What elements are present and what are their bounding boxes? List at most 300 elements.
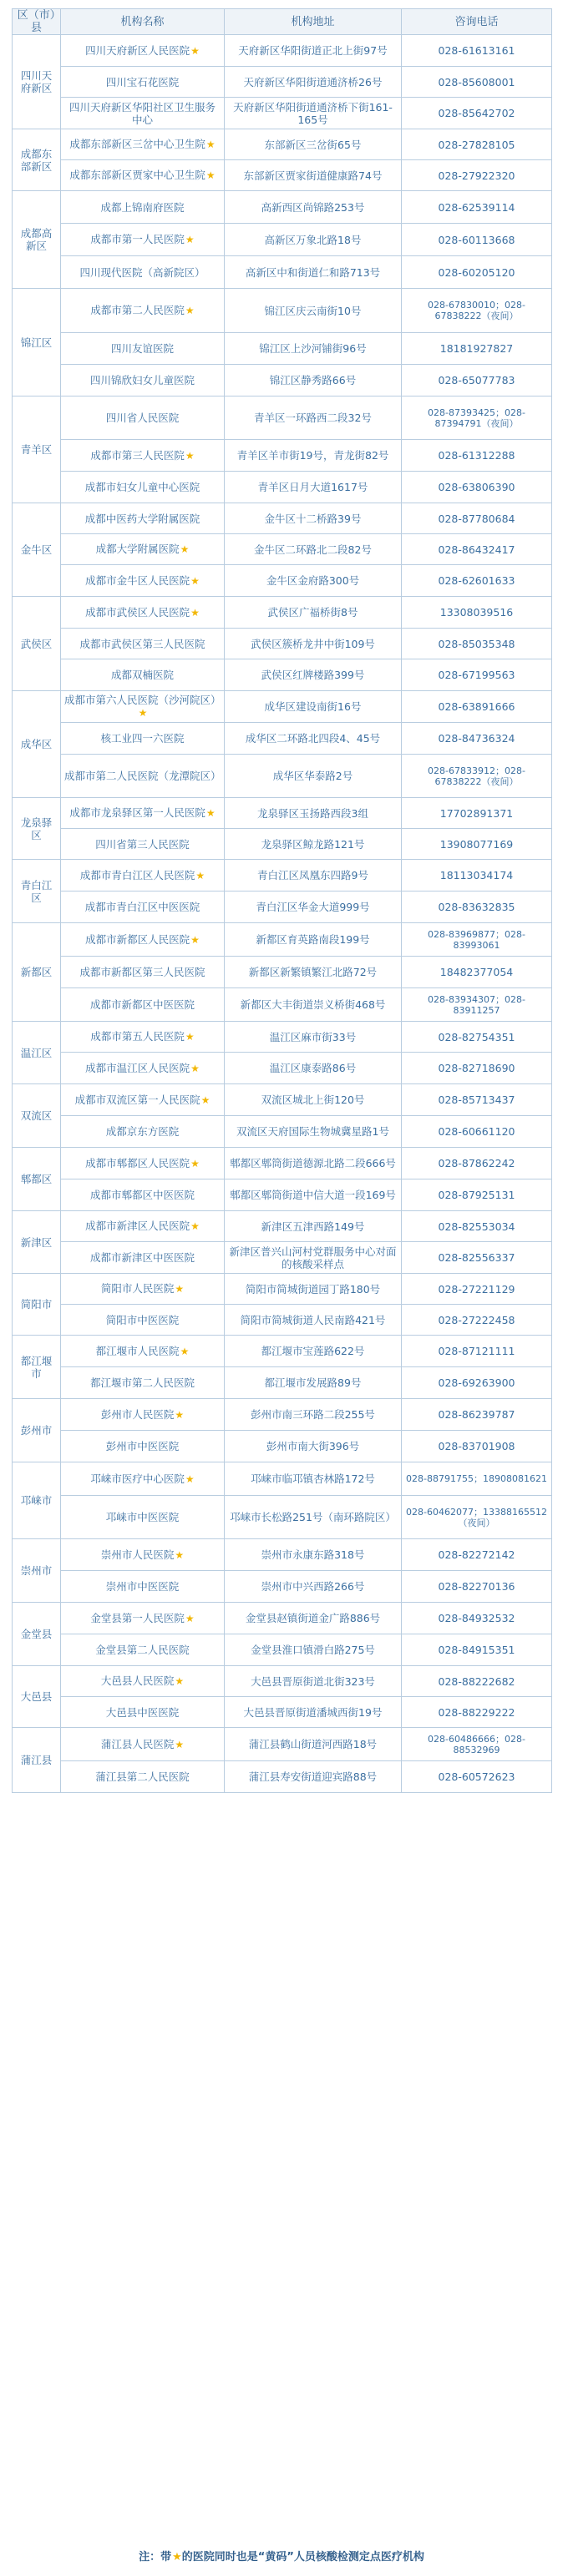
table-row [13, 333, 552, 365]
star-icon: ★ [190, 933, 200, 946]
table-row [13, 1053, 552, 1084]
phone-cell: 13908077169 [402, 829, 552, 860]
table-row [13, 798, 552, 829]
hospital-name-cell [61, 129, 225, 160]
phone-cell: 028-65077783 [402, 365, 552, 397]
hospital-name: 成都市郫都区人民医院 [85, 1156, 190, 1169]
hospital-name-cell [61, 1697, 225, 1728]
hospital-name: 成都市第二人民医院 [90, 304, 185, 316]
hospital-name-cell [61, 1761, 225, 1793]
table-row [13, 957, 552, 988]
hospital-name-cell [61, 1728, 225, 1761]
district-cell: 四川天府新区 [13, 35, 61, 129]
hospital-name: 邛崃市医疗中心医院 [90, 1472, 185, 1485]
table-row [13, 256, 552, 289]
address-cell: 崇州市永康东路318号 [225, 1539, 402, 1571]
footnote-suffix: 的医院同时也是“黄码”人员核酸检测定点医疗机构 [181, 2551, 424, 2563]
table-row [13, 1399, 552, 1431]
phone-cell: 028-85713437 [402, 1084, 552, 1116]
table-row [13, 723, 552, 755]
table-body [13, 35, 552, 1793]
address-cell: 锦江区庆云南街10号 [225, 289, 402, 333]
phone-cell: 028-27922320 [402, 160, 552, 191]
district-cell: 武侯区 [13, 597, 61, 691]
hospital-name: 成都市武侯区第三人民医院 [79, 637, 205, 650]
phone-cell: 028-83934307；028-83911257 [402, 988, 552, 1022]
phone-cell: 028-67199563 [402, 659, 552, 691]
star-icon: ★ [175, 1738, 185, 1750]
district-cell: 郫都区 [13, 1148, 61, 1211]
address-cell: 新都区育英路南段199号 [225, 923, 402, 957]
hospital-name-cell [61, 1179, 225, 1211]
table-row [13, 860, 552, 891]
phone-cell: 028-87393425；028-87394791（夜间） [402, 397, 552, 440]
phone-cell: 028-83632835 [402, 891, 552, 923]
star-icon: ★ [185, 305, 195, 316]
district-cell: 龙泉驿区 [13, 798, 61, 860]
star-icon: ★ [175, 1408, 185, 1421]
star-icon: ★ [190, 1220, 200, 1232]
phone-cell: 028-69263900 [402, 1367, 552, 1399]
hospital-name: 彭州市中医医院 [105, 1440, 180, 1452]
table-row [13, 35, 552, 67]
hospital-name-cell [61, 1431, 225, 1462]
address-cell: 金牛区金府路300号 [225, 565, 402, 597]
phone-cell: 028-85642702 [402, 98, 552, 129]
hospital-name-cell [61, 472, 225, 503]
phone-cell: 028-86432417 [402, 534, 552, 565]
phone-cell: 18482377054 [402, 957, 552, 988]
table-row [13, 629, 552, 659]
header-name: 机构名称 [61, 9, 225, 35]
hospital-name-cell [61, 503, 225, 534]
table-header-row [13, 9, 552, 35]
star-icon: ★ [175, 1548, 185, 1561]
district-cell: 新都区 [13, 923, 61, 1022]
hospital-name: 成都中医药大学附属医院 [84, 512, 200, 525]
address-cell: 青白江区凤凰东四路9号 [225, 860, 402, 891]
table-row [13, 923, 552, 957]
district-cell: 青白江区 [13, 860, 61, 923]
phone-cell: 028-27221129 [402, 1274, 552, 1305]
table-row [13, 289, 552, 333]
hospital-table [12, 8, 552, 1793]
star-icon: ★ [190, 44, 200, 57]
phone-cell: 028-27828105 [402, 129, 552, 160]
district-cell: 青羊区 [13, 397, 61, 503]
phone-cell: 028-60486666；028-88532969 [402, 1728, 552, 1761]
hospital-name-cell [61, 160, 225, 191]
address-cell: 金牛区十二桥路39号 [225, 503, 402, 534]
table-row [13, 1148, 552, 1179]
district-cell: 温江区 [13, 1022, 61, 1084]
hospital-name-cell [61, 1539, 225, 1571]
phone-cell: 028-87925131 [402, 1179, 552, 1211]
district-cell: 成都东部新区 [13, 129, 61, 191]
hospital-name: 成都东部新区贾家中心卫生院 [69, 169, 205, 181]
phone-cell: 028-88222682 [402, 1666, 552, 1697]
address-cell: 双流区天府国际生物城冀星路1号 [225, 1116, 402, 1148]
hospital-name: 都江堰市第二人民医院 [89, 1376, 195, 1389]
table-row [13, 534, 552, 565]
hospital-name-cell [61, 723, 225, 755]
table-row [13, 365, 552, 397]
hospital-name-cell [61, 1603, 225, 1634]
address-cell: 大邑县晋原街道潘城西街19号 [225, 1697, 402, 1728]
address-cell: 彭州市南大街396号 [225, 1431, 402, 1462]
hospital-name-cell [61, 224, 225, 256]
address-cell: 锦江区静秀路66号 [225, 365, 402, 397]
hospital-name: 成都市新津区中医医院 [89, 1251, 195, 1264]
hospital-name: 成都市妇女儿童中心医院 [84, 481, 200, 493]
address-cell: 蒲江县鹤山街道河西路18号 [225, 1728, 402, 1761]
hospital-name: 成都市第二人民医院（龙潭院区） [64, 770, 221, 782]
hospital-name: 成都市新津区人民医院 [85, 1220, 190, 1232]
table-row [13, 1571, 552, 1603]
address-cell: 彭州市南三环路二段255号 [225, 1399, 402, 1431]
table-row [13, 1666, 552, 1697]
table-row [13, 1761, 552, 1793]
address-cell: 东部新区三岔街65号 [225, 129, 402, 160]
table-row [13, 988, 552, 1022]
table-row [13, 1603, 552, 1634]
table-row [13, 472, 552, 503]
table-row [13, 1634, 552, 1666]
phone-cell: 028-84736324 [402, 723, 552, 755]
star-icon: ★ [190, 606, 200, 619]
address-cell: 青羊区日月大道1617号 [225, 472, 402, 503]
address-cell: 武侯区簇桥龙井中街109号 [225, 629, 402, 659]
hospital-name: 彭州市人民医院 [100, 1407, 175, 1421]
hospital-name: 成都市温江区人民医院 [85, 1061, 190, 1074]
address-cell: 成华区建设南街16号 [225, 691, 402, 723]
star-icon: ★ [175, 1675, 185, 1687]
hospital-name: 成都市郫都区中医医院 [89, 1189, 195, 1201]
table-row [13, 1022, 552, 1053]
phone-cell: 13308039516 [402, 597, 552, 629]
district-cell: 邛崃市 [13, 1462, 61, 1539]
address-cell: 金堂县赵镇街道金广路886号 [225, 1603, 402, 1634]
phone-cell: 028-82754351 [402, 1022, 552, 1053]
hospital-name-cell [61, 1116, 225, 1148]
phone-cell: 028-61613161 [402, 35, 552, 67]
hospital-name: 大邑县人民医院 [100, 1674, 175, 1687]
hospital-name-cell [61, 440, 225, 472]
phone-cell: 028-82553034 [402, 1211, 552, 1242]
phone-cell: 028-85035348 [402, 629, 552, 659]
hospital-name: 成都双楠医院 [110, 669, 174, 681]
phone-cell: 028-86239787 [402, 1399, 552, 1431]
phone-cell: 028-67833912；028-67838222（夜间） [402, 755, 552, 798]
address-cell: 高新区中和街道仁和路713号 [225, 256, 402, 289]
table-row [13, 1462, 552, 1496]
hospital-name: 四川宝石花医院 [105, 75, 180, 88]
district-cell: 金堂县 [13, 1603, 61, 1666]
hospital-name: 成都市新都区第三人民医院 [79, 966, 205, 978]
hospital-name: 四川省第三人民医院 [95, 837, 190, 851]
hospital-name: 崇州市人民医院 [100, 1548, 175, 1561]
address-cell: 青羊区一环路西二段32号 [225, 397, 402, 440]
hospital-name-cell [61, 1053, 225, 1084]
table-row [13, 1305, 552, 1336]
hospital-name: 大邑县中医医院 [105, 1705, 180, 1719]
district-cell: 双流区 [13, 1084, 61, 1148]
phone-cell: 028-61312288 [402, 440, 552, 472]
district-cell: 成华区 [13, 691, 61, 798]
table-row [13, 440, 552, 472]
star-icon: ★ [205, 169, 216, 181]
star-icon: ★ [185, 1612, 195, 1624]
table-row [13, 191, 552, 224]
address-cell: 简阳市简城街道人民南路421号 [225, 1305, 402, 1336]
hospital-name: 成都市第三人民医院 [90, 448, 185, 462]
hospital-name: 成都市武侯区人民医院 [85, 605, 190, 619]
address-cell: 龙泉驿区玉扬路西段3组 [225, 798, 402, 829]
hospital-name-cell [61, 957, 225, 988]
hospital-name-cell [61, 1462, 225, 1496]
star-icon: ★ [185, 1031, 195, 1043]
address-cell: 龙泉驿区鲸龙路121号 [225, 829, 402, 860]
phone-cell: 028-84932532 [402, 1603, 552, 1634]
hospital-name-cell [61, 1305, 225, 1336]
hospital-name-cell [61, 1367, 225, 1399]
phone-cell: 028-84915351 [402, 1634, 552, 1666]
table-row [13, 1539, 552, 1571]
hospital-name-cell [61, 1274, 225, 1305]
address-cell: 武侯区红牌楼路399号 [225, 659, 402, 691]
table-row [13, 1728, 552, 1761]
hospital-name-cell [61, 1242, 225, 1274]
address-cell: 温江区麻市街33号 [225, 1022, 402, 1053]
phone-cell: 028-63806390 [402, 472, 552, 503]
phone-cell: 18113034174 [402, 860, 552, 891]
hospital-name: 简阳市中医医院 [105, 1313, 180, 1326]
hospital-name: 都江堰市人民医院 [95, 1344, 180, 1357]
table-row [13, 397, 552, 440]
hospital-name: 成都市青白江区中医医院 [84, 901, 200, 913]
table-row [13, 98, 552, 129]
star-icon: ★ [195, 869, 205, 881]
table-row [13, 1336, 552, 1367]
address-cell: 青白江区华金大道999号 [225, 891, 402, 923]
table-row [13, 1697, 552, 1728]
table-row [13, 565, 552, 597]
header-address: 机构地址 [225, 9, 402, 35]
hospital-name-cell [61, 565, 225, 597]
hospital-name: 四川友谊医院 [110, 342, 174, 355]
star-icon: ★ [185, 234, 195, 245]
district-cell: 蒲江县 [13, 1728, 61, 1793]
phone-cell: 028-87780684 [402, 503, 552, 534]
hospital-name-cell [61, 365, 225, 397]
address-cell: 天府新区华阳街道正北上街97号 [225, 35, 402, 67]
phone-cell: 028-27222458 [402, 1305, 552, 1336]
table-row [13, 1431, 552, 1462]
address-cell: 邛崃市长松路251号（南环路院区） [225, 1496, 402, 1539]
table-row [13, 1242, 552, 1274]
phone-cell: 028-60205120 [402, 256, 552, 289]
district-cell: 金牛区 [13, 503, 61, 597]
hospital-name-cell [61, 1022, 225, 1053]
address-cell: 青羊区羊市街19号，青龙街82号 [225, 440, 402, 472]
hospital-name-cell [61, 1634, 225, 1666]
hospital-name: 四川天府新区华阳社区卫生服务中心 [68, 100, 216, 126]
hospital-name: 成都市龙泉驿区第一人民医院 [69, 806, 205, 819]
hospital-name: 四川省人民医院 [105, 412, 180, 424]
district-cell: 彭州市 [13, 1399, 61, 1462]
hospital-name-cell [61, 891, 225, 923]
phone-cell: 028-60572623 [402, 1761, 552, 1793]
star-icon: ★ [190, 1157, 200, 1169]
district-cell: 锦江区 [13, 289, 61, 397]
hospital-name: 成都市第五人民医院 [90, 1030, 185, 1043]
hospital-name-cell [61, 1496, 225, 1539]
hospital-name-cell [61, 256, 225, 289]
hospital-name-cell [61, 798, 225, 829]
hospital-name-cell [61, 98, 225, 129]
address-cell: 郫都区郫筒街道德源北路二段666号 [225, 1148, 402, 1179]
address-cell: 金堂县淮口镇滑白路275号 [225, 1634, 402, 1666]
hospital-name: 成都东部新区三岔中心卫生院 [69, 138, 205, 150]
hospital-name-cell [61, 1666, 225, 1697]
address-cell: 新都区新繁镇繁江北路72号 [225, 957, 402, 988]
star-icon: ★ [205, 807, 216, 819]
phone-cell: 028-62601633 [402, 565, 552, 597]
table-row [13, 691, 552, 723]
address-cell: 温江区康泰路86号 [225, 1053, 402, 1084]
district-cell: 都江堰市 [13, 1336, 61, 1399]
district-cell: 新津区 [13, 1211, 61, 1274]
footnote [12, 2547, 551, 2568]
hospital-name-cell [61, 860, 225, 891]
phone-cell: 028-85608001 [402, 67, 552, 98]
phone-cell: 028-62539114 [402, 191, 552, 224]
star-icon: ★ [190, 1062, 200, 1074]
hospital-name-cell [61, 1148, 225, 1179]
hospital-name-cell [61, 534, 225, 565]
footnote-prefix: 注：带 [139, 2551, 172, 2563]
hospital-name-cell [61, 289, 225, 333]
hospital-name: 成都上锦南府医院 [100, 200, 185, 214]
hospital-name: 成都市金牛区人民医院 [85, 573, 190, 587]
table-row [13, 1496, 552, 1539]
hospital-name-cell [61, 629, 225, 659]
phone-cell: 028-87121111 [402, 1336, 552, 1367]
hospital-name: 成都大学附属医院 [95, 543, 180, 555]
hospital-name-cell [61, 659, 225, 691]
address-cell: 成华区华泰路2号 [225, 755, 402, 798]
hospital-name-cell [61, 691, 225, 723]
table-row [13, 160, 552, 191]
address-cell: 新津区五津西路149号 [225, 1211, 402, 1242]
address-cell: 新都区大丰街道崇义桥街468号 [225, 988, 402, 1022]
address-cell: 锦江区上沙河铺街96号 [225, 333, 402, 365]
address-cell: 郫都区郫筒街道中信大道一段169号 [225, 1179, 402, 1211]
hospital-name: 四川现代医院（高新院区） [79, 265, 205, 279]
hospital-name: 崇州市中医医院 [105, 1580, 180, 1593]
hospital-name-cell [61, 1571, 225, 1603]
hospital-name-cell [61, 397, 225, 440]
table-row [13, 659, 552, 691]
table-row [13, 1367, 552, 1399]
hospital-name: 成都市第六人民医院（沙河院区） [64, 694, 221, 706]
phone-cell: 028-63891666 [402, 691, 552, 723]
hospital-name-cell [61, 923, 225, 957]
table-row [13, 1179, 552, 1211]
hospital-name: 蒲江县第二人民医院 [95, 1770, 190, 1783]
hospital-name-cell [61, 1211, 225, 1242]
hospital-name: 金堂县第二人民医院 [95, 1644, 190, 1656]
hospital-name: 成都市双流区第一人民医院 [74, 1093, 200, 1106]
phone-cell: 028-60661120 [402, 1116, 552, 1148]
star-icon: ★ [190, 574, 200, 587]
table-row [13, 1116, 552, 1148]
hospital-name: 金堂县第一人民医院 [90, 1611, 185, 1624]
address-cell: 大邑县晋原街道北街323号 [225, 1666, 402, 1697]
hospital-name: 核工业四一六医院 [100, 732, 185, 745]
table-row [13, 1211, 552, 1242]
phone-cell: 028-60113668 [402, 224, 552, 256]
hospital-name-cell [61, 755, 225, 798]
star-icon: ★ [180, 543, 190, 555]
address-cell: 天府新区华阳街道通济桥26号 [225, 67, 402, 98]
table-row [13, 891, 552, 923]
address-cell: 东部新区贾家街道健康路74号 [225, 160, 402, 191]
hospital-name: 四川锦欣妇女儿童医院 [89, 374, 195, 386]
address-cell: 简阳市简城街道园丁路180号 [225, 1274, 402, 1305]
address-cell: 都江堰市宝莲路622号 [225, 1336, 402, 1367]
table-row [13, 129, 552, 160]
hospital-name-cell [61, 35, 225, 67]
table-row [13, 755, 552, 798]
phone-cell: 028-82556337 [402, 1242, 552, 1274]
phone-cell: 028-67830010；028-67838222（夜间） [402, 289, 552, 333]
header-phone: 咨询电话 [402, 9, 552, 35]
star-icon: ★ [185, 1472, 195, 1485]
district-cell: 简阳市 [13, 1274, 61, 1336]
hospital-name-cell [61, 988, 225, 1022]
hospital-name: 成都市新都区中医医院 [89, 998, 195, 1011]
address-cell: 成华区二环路北四段4、45号 [225, 723, 402, 755]
address-cell: 天府新区华阳街道通济桥下街161-165号 [225, 98, 402, 129]
phone-cell: 028-60462077；13388165512（夜间） [402, 1496, 552, 1539]
table-row [13, 597, 552, 629]
hospital-name-cell [61, 333, 225, 365]
address-cell: 高新区万象北路18号 [225, 224, 402, 256]
address-cell: 金牛区二环路北二段82号 [225, 534, 402, 565]
address-cell: 武侯区广福桥街8号 [225, 597, 402, 629]
address-cell: 蒲江县寿安街道迎宾路88号 [225, 1761, 402, 1793]
phone-cell: 18181927827 [402, 333, 552, 365]
hospital-name-cell [61, 67, 225, 98]
star-icon: ★ [175, 1283, 185, 1295]
table-row [13, 503, 552, 534]
address-cell: 都江堰市发展路89号 [225, 1367, 402, 1399]
hospital-name-cell [61, 829, 225, 860]
district-cell: 大邑县 [13, 1666, 61, 1728]
hospital-name: 成都市第一人民医院 [90, 233, 185, 245]
phone-cell: 028-82718690 [402, 1053, 552, 1084]
hospital-name: 成都市青白江区人民医院 [79, 868, 195, 881]
star-icon: ★ [172, 2551, 182, 2563]
hospital-name: 四川天府新区人民医院 [85, 43, 190, 57]
table-row [13, 67, 552, 98]
table-row [13, 829, 552, 860]
table-row [13, 1084, 552, 1116]
phone-cell: 028-83701908 [402, 1431, 552, 1462]
hospital-name: 成都市新都区人民医院 [85, 932, 190, 946]
phone-cell: 17702891371 [402, 798, 552, 829]
